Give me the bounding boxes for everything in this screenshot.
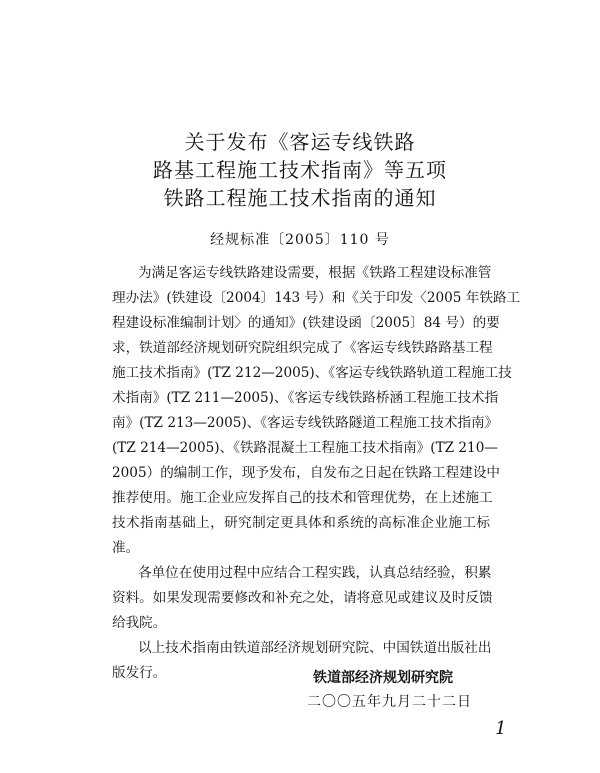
signature-organization: 铁道部经济规划研究院: [313, 670, 453, 686]
body-line: (TZ 214—2005)、《铁路混凝土工程施工技术指南》(TZ 210—: [112, 440, 498, 456]
signature-date: 二〇〇五年九月二十二日: [307, 694, 472, 710]
body-line: 施工技术指南》(TZ 212—2005)、《客运专线铁路轨道工程施工技: [112, 365, 512, 381]
document-number: 经规标准〔2005〕110 号: [210, 232, 390, 248]
body-line: 程建设标准编制计划〉的通知》(铁建设函〔2005〕84 号）的要: [112, 315, 500, 331]
body-line: 理办法》(铁建设〔2004〕143 号）和《关于印发〈2005 年铁路工: [112, 290, 521, 306]
body-line: 2005）的编制工作，现予发布，自发布之日起在铁路工程建设中: [112, 465, 501, 481]
title-line-3: 铁路工程施工技术指南的通知: [163, 186, 437, 210]
title-line-2: 路基工程施工技术指南》等五项: [153, 158, 447, 182]
body-line: 给我院。: [112, 615, 167, 631]
body-line: 求，铁道部经济规划研究院组织完成了《客运专线铁路路基工程: [112, 340, 493, 356]
body-line: 为满足客运专线铁路建设需要，根据《铁路工程建设标准管: [138, 265, 492, 281]
body-line: 准。: [112, 540, 140, 556]
body-line: 南》(TZ 213—2005)、《客运专线铁路隧道工程施工技术指南》: [112, 415, 499, 431]
body-line: 推荐使用。施工企业应发挥自己的技术和管理优势，在上述施工: [112, 490, 493, 506]
body-line: 各单位在使用过程中应结合工程实践，认真总结经验，积累: [138, 565, 492, 581]
body-line: 以上技术指南由铁道部经济规划研究院、中国铁道出版社出: [138, 640, 492, 656]
body-line: 资料。如果发现需要修改和补充之处，请将意见或建议及时反馈: [112, 590, 493, 606]
page-number: 1: [495, 718, 507, 739]
body-line: 版发行。: [112, 665, 167, 681]
body-line: 术指南》(TZ 211—2005)、《客运专线铁路桥涵工程施工技术指: [112, 390, 499, 406]
title-line-1: 关于发布《客运专线铁路: [184, 130, 416, 154]
body-line: 技术指南基础上，研究制定更具体和系统的高标准企业施工标: [112, 515, 490, 531]
